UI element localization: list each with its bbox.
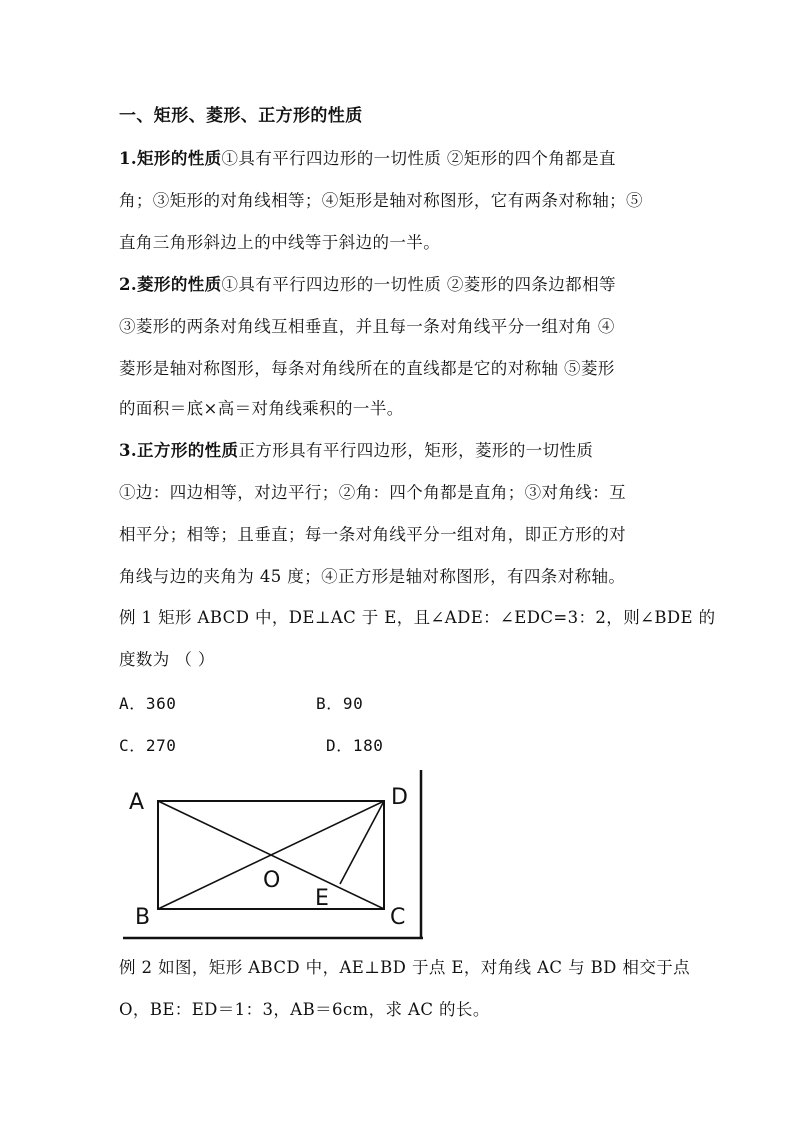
section-heading: 一、矩形、菱形、正方形的性质 (119, 106, 363, 126)
example1-question-line-1: 例 1 矩形 ABCD 中，DE⊥AC 于 E，且∠ADE：∠EDC=3：2，则∠BDE 的 (119, 608, 716, 627)
rhombus-properties-title: 2.菱形的性质 (119, 275, 222, 294)
text-run: ①具有平行四边形的一切性质 ②菱形的四条边都相等 (221, 275, 616, 294)
label-c: C (390, 905, 406, 930)
rectangle-properties-title: 1.矩形的性质 (119, 149, 222, 168)
option-c: C．270 (119, 736, 177, 755)
option-a: A．360 (119, 694, 177, 713)
rectangle-abcd-figure (120, 770, 425, 942)
square-properties-line-3: 相平分；相等；且垂直；每一条对角线平分一组对角，即正方形的对 (119, 525, 626, 544)
rhombus-properties-line-3: 菱形是轴对称图形，每条对角线所在的直线都是它的对称轴 ⑤菱形 (119, 359, 615, 378)
rhombus-properties-line-2: ③菱形的两条对角线互相垂直，并且每一条对角线平分一组对角 ④ (119, 317, 615, 336)
square-properties-title: 3.正方形的性质 (119, 441, 239, 460)
rhombus-properties-line-4: 的面积＝底×高＝对角线乘积的一半。 (119, 399, 404, 418)
option-d: D．180 (326, 736, 384, 755)
rectangle-properties-line-2: 角；③矩形的对角线相等；④矩形是轴对称图形，它有两条对称轴；⑤ (119, 191, 643, 210)
rectangle-properties-line-3: 直角三角形斜边上的中线等于斜边的一半。 (119, 233, 441, 252)
example2-question-line-1: 例 2 如图，矩形 ABCD 中，AE⊥BD 于点 E，对角线 AC 与 BD 相交于点 (119, 958, 691, 977)
segment-de (340, 801, 384, 884)
label-o: O (263, 868, 281, 893)
rectangle-properties-line-1 (119, 148, 616, 170)
text-run: 正方形具有平行四边形，矩形，菱形的一切性质 (238, 441, 594, 460)
text-run: ①具有平行四边形的一切性质 ②矩形的四个角都是直 (221, 149, 616, 168)
label-e: E (315, 886, 329, 911)
square-properties-line-4: 角线与边的夹角为 45 度；④正方形是轴对称图形，有四条对称轴。 (119, 567, 626, 586)
label-a: A (129, 790, 145, 815)
square-properties-line-2: ①边：四边相等，对边平行；②角：四个角都是直角；③对角线：互 (119, 483, 626, 502)
example1-question-line-2: 度数为 （ ） (119, 650, 215, 669)
label-d: D (391, 785, 408, 810)
rhombus-properties-line-1 (119, 274, 616, 296)
example2-question-line-2: O，BE：ED＝1：3，AB＝6cm，求 AC 的长。 (119, 1000, 490, 1019)
option-b: B．90 (316, 694, 364, 713)
label-b: B (135, 905, 151, 930)
square-properties-line-1 (119, 440, 593, 462)
